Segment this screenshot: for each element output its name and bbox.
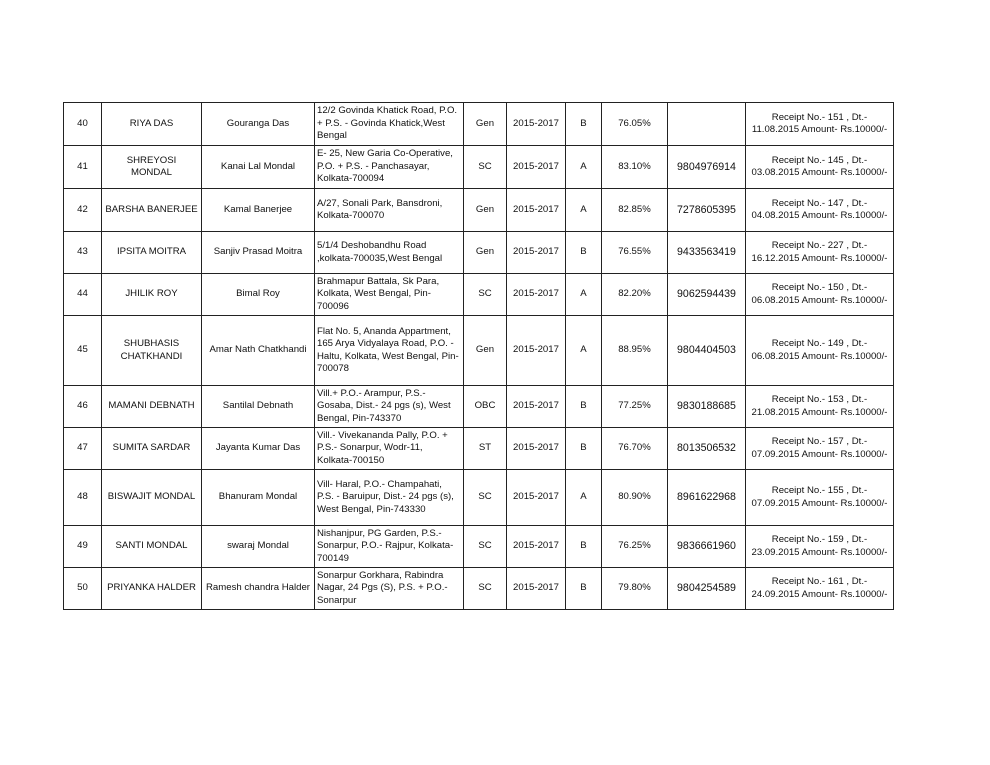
student-name-cell: IPSITA MOITRA (102, 232, 202, 274)
group-cell: B (566, 428, 602, 470)
address-cell: Flat No. 5, Ananda Appartment, 165 Arya Vidyalaya Road, P.O. - Haltu, Kolkata, West Bengal, Pin- 700078 (315, 316, 464, 386)
category-cell: SC (464, 146, 507, 189)
group-cell: B (566, 526, 602, 568)
parent-name-cell: Kanai Lal Mondal (202, 146, 315, 189)
phone-cell: 9062594439 (668, 274, 746, 316)
serial-number-cell: 46 (64, 386, 102, 428)
session-cell: 2015-2017 (507, 470, 566, 526)
phone-cell: 9804254589 (668, 568, 746, 610)
receipt-cell: Receipt No.- 155 , Dt.- 07.09.2015 Amount- Rs.10000/- (746, 470, 894, 526)
percentage-cell: 76.55% (602, 232, 668, 274)
table-row (64, 470, 894, 526)
category-cell: SC (464, 274, 507, 316)
category-cell: SC (464, 568, 507, 610)
phone-cell: 9433563419 (668, 232, 746, 274)
phone-cell: 9804976914 (668, 146, 746, 189)
student-name-cell: PRIYANKA HALDER (102, 568, 202, 610)
student-name-cell: BARSHA BANERJEE (102, 189, 202, 232)
address-cell: E- 25, New Garia Co-Operative, P.O. + P.S. - Panchasayar, Kolkata-700094 (315, 146, 464, 189)
table-row (64, 428, 894, 470)
receipt-cell: Receipt No.- 227 , Dt.- 16.12.2015 Amount- Rs.10000/- (746, 232, 894, 274)
percentage-cell: 76.70% (602, 428, 668, 470)
parent-name-cell: Ramesh chandra Halder (202, 568, 315, 610)
serial-number-cell: 49 (64, 526, 102, 568)
student-name-cell: MAMANI DEBNATH (102, 386, 202, 428)
receipt-cell: Receipt No.- 145 , Dt.- 03.08.2015 Amount- Rs.10000/- (746, 146, 894, 189)
address-cell: 5/1/4 Deshobandhu Road ,kolkata-700035,West Bengal (315, 232, 464, 274)
group-cell: A (566, 146, 602, 189)
session-cell: 2015-2017 (507, 232, 566, 274)
session-cell: 2015-2017 (507, 103, 566, 146)
table-row (64, 146, 894, 189)
percentage-cell: 76.25% (602, 526, 668, 568)
table-row (64, 386, 894, 428)
table-row (64, 274, 894, 316)
session-cell: 2015-2017 (507, 386, 566, 428)
category-cell: SC (464, 526, 507, 568)
address-cell: A/27, Sonali Park, Bansdroni, Kolkata-700070 (315, 189, 464, 232)
phone-cell: 8961622968 (668, 470, 746, 526)
address-cell: 12/2 Govinda Khatick Road, P.O. + P.S. - Govinda Khatick,West Bengal (315, 103, 464, 146)
percentage-cell: 82.20% (602, 274, 668, 316)
student-name-cell: SHUBHASIS CHATKHANDI (102, 316, 202, 386)
parent-name-cell: Amar Nath Chatkhandi (202, 316, 315, 386)
serial-number-cell: 44 (64, 274, 102, 316)
address-cell: Vill- Haral, P.O.- Champahati, P.S. - Baruipur, Dist.- 24 pgs (s), West Bengal, Pin-743330 (315, 470, 464, 526)
serial-number-cell: 40 (64, 103, 102, 146)
serial-number-cell: 41 (64, 146, 102, 189)
category-cell: OBC (464, 386, 507, 428)
percentage-cell: 76.05% (602, 103, 668, 146)
table-row (64, 568, 894, 610)
phone-cell: 9804404503 (668, 316, 746, 386)
parent-name-cell: Jayanta Kumar Das (202, 428, 315, 470)
parent-name-cell: Bhanuram Mondal (202, 470, 315, 526)
group-cell: B (566, 568, 602, 610)
category-cell: Gen (464, 103, 507, 146)
phone-cell: 7278605395 (668, 189, 746, 232)
parent-name-cell: Sanjiv Prasad Moitra (202, 232, 315, 274)
address-cell: Vill.+ P.O.- Arampur, P.S.- Gosaba, Dist.- 24 pgs (s), West Bengal, Pin-743370 (315, 386, 464, 428)
parent-name-cell: swaraj Mondal (202, 526, 315, 568)
parent-name-cell: Gouranga Das (202, 103, 315, 146)
table-row (64, 316, 894, 386)
session-cell: 2015-2017 (507, 568, 566, 610)
category-cell: Gen (464, 189, 507, 232)
address-cell: Brahmapur Battala, Sk Para, Kolkata, West Bengal, Pin- 700096 (315, 274, 464, 316)
receipt-cell: Receipt No.- 157 , Dt.- 07.09.2015 Amount- Rs.10000/- (746, 428, 894, 470)
group-cell: A (566, 274, 602, 316)
student-admission-table (63, 102, 894, 610)
student-name-cell: BISWAJIT MONDAL (102, 470, 202, 526)
session-cell: 2015-2017 (507, 146, 566, 189)
phone-cell (668, 103, 746, 146)
student-name-cell: SUMITA SARDAR (102, 428, 202, 470)
percentage-cell: 82.85% (602, 189, 668, 232)
receipt-cell: Receipt No.- 149 , Dt.- 06.08.2015 Amount- Rs.10000/- (746, 316, 894, 386)
serial-number-cell: 50 (64, 568, 102, 610)
percentage-cell: 88.95% (602, 316, 668, 386)
table-body (64, 103, 894, 610)
group-cell: B (566, 103, 602, 146)
parent-name-cell: Bimal Roy (202, 274, 315, 316)
address-cell: Nishanjpur, PG Garden, P.S.- Sonarpur, P.O.- Rajpur, Kolkata- 700149 (315, 526, 464, 568)
parent-name-cell: Santilal Debnath (202, 386, 315, 428)
student-name-cell: SHREYOSI MONDAL (102, 146, 202, 189)
group-cell: A (566, 189, 602, 232)
serial-number-cell: 42 (64, 189, 102, 232)
session-cell: 2015-2017 (507, 316, 566, 386)
address-cell: Sonarpur Gorkhara, Rabindra Nagar, 24 Pgs (S), P.S. + P.O.- Sonarpur (315, 568, 464, 610)
session-cell: 2015-2017 (507, 189, 566, 232)
session-cell: 2015-2017 (507, 526, 566, 568)
receipt-cell: Receipt No.- 153 , Dt.- 21.08.2015 Amount- Rs.10000/- (746, 386, 894, 428)
phone-cell: 9836661960 (668, 526, 746, 568)
percentage-cell: 79.80% (602, 568, 668, 610)
session-cell: 2015-2017 (507, 274, 566, 316)
receipt-cell: Receipt No.- 147 , Dt.- 04.08.2015 Amount- Rs.10000/- (746, 189, 894, 232)
serial-number-cell: 45 (64, 316, 102, 386)
percentage-cell: 80.90% (602, 470, 668, 526)
group-cell: B (566, 386, 602, 428)
phone-cell: 9830188685 (668, 386, 746, 428)
table-row (64, 526, 894, 568)
category-cell: SC (464, 470, 507, 526)
group-cell: A (566, 316, 602, 386)
student-name-cell: SANTI MONDAL (102, 526, 202, 568)
category-cell: Gen (464, 232, 507, 274)
serial-number-cell: 43 (64, 232, 102, 274)
receipt-cell: Receipt No.- 159 , Dt.- 23.09.2015 Amount- Rs.10000/- (746, 526, 894, 568)
table-row (64, 189, 894, 232)
student-name-cell: JHILIK ROY (102, 274, 202, 316)
receipt-cell: Receipt No.- 161 , Dt.- 24.09.2015 Amount- Rs.10000/- (746, 568, 894, 610)
student-name-cell: RIYA DAS (102, 103, 202, 146)
serial-number-cell: 47 (64, 428, 102, 470)
table-row (64, 232, 894, 274)
percentage-cell: 77.25% (602, 386, 668, 428)
group-cell: A (566, 470, 602, 526)
category-cell: ST (464, 428, 507, 470)
serial-number-cell: 48 (64, 470, 102, 526)
category-cell: Gen (464, 316, 507, 386)
receipt-cell: Receipt No.- 150 , Dt.- 06.08.2015 Amount- Rs.10000/- (746, 274, 894, 316)
percentage-cell: 83.10% (602, 146, 668, 189)
table-row (64, 103, 894, 146)
receipt-cell: Receipt No.- 151 , Dt.- 11.08.2015 Amount- Rs.10000/- (746, 103, 894, 146)
parent-name-cell: Kamal Banerjee (202, 189, 315, 232)
phone-cell: 8013506532 (668, 428, 746, 470)
group-cell: B (566, 232, 602, 274)
session-cell: 2015-2017 (507, 428, 566, 470)
address-cell: Vill.- Vivekananda Pally, P.O. + P.S.- Sonarpur, Wodr-11, Kolkata-700150 (315, 428, 464, 470)
